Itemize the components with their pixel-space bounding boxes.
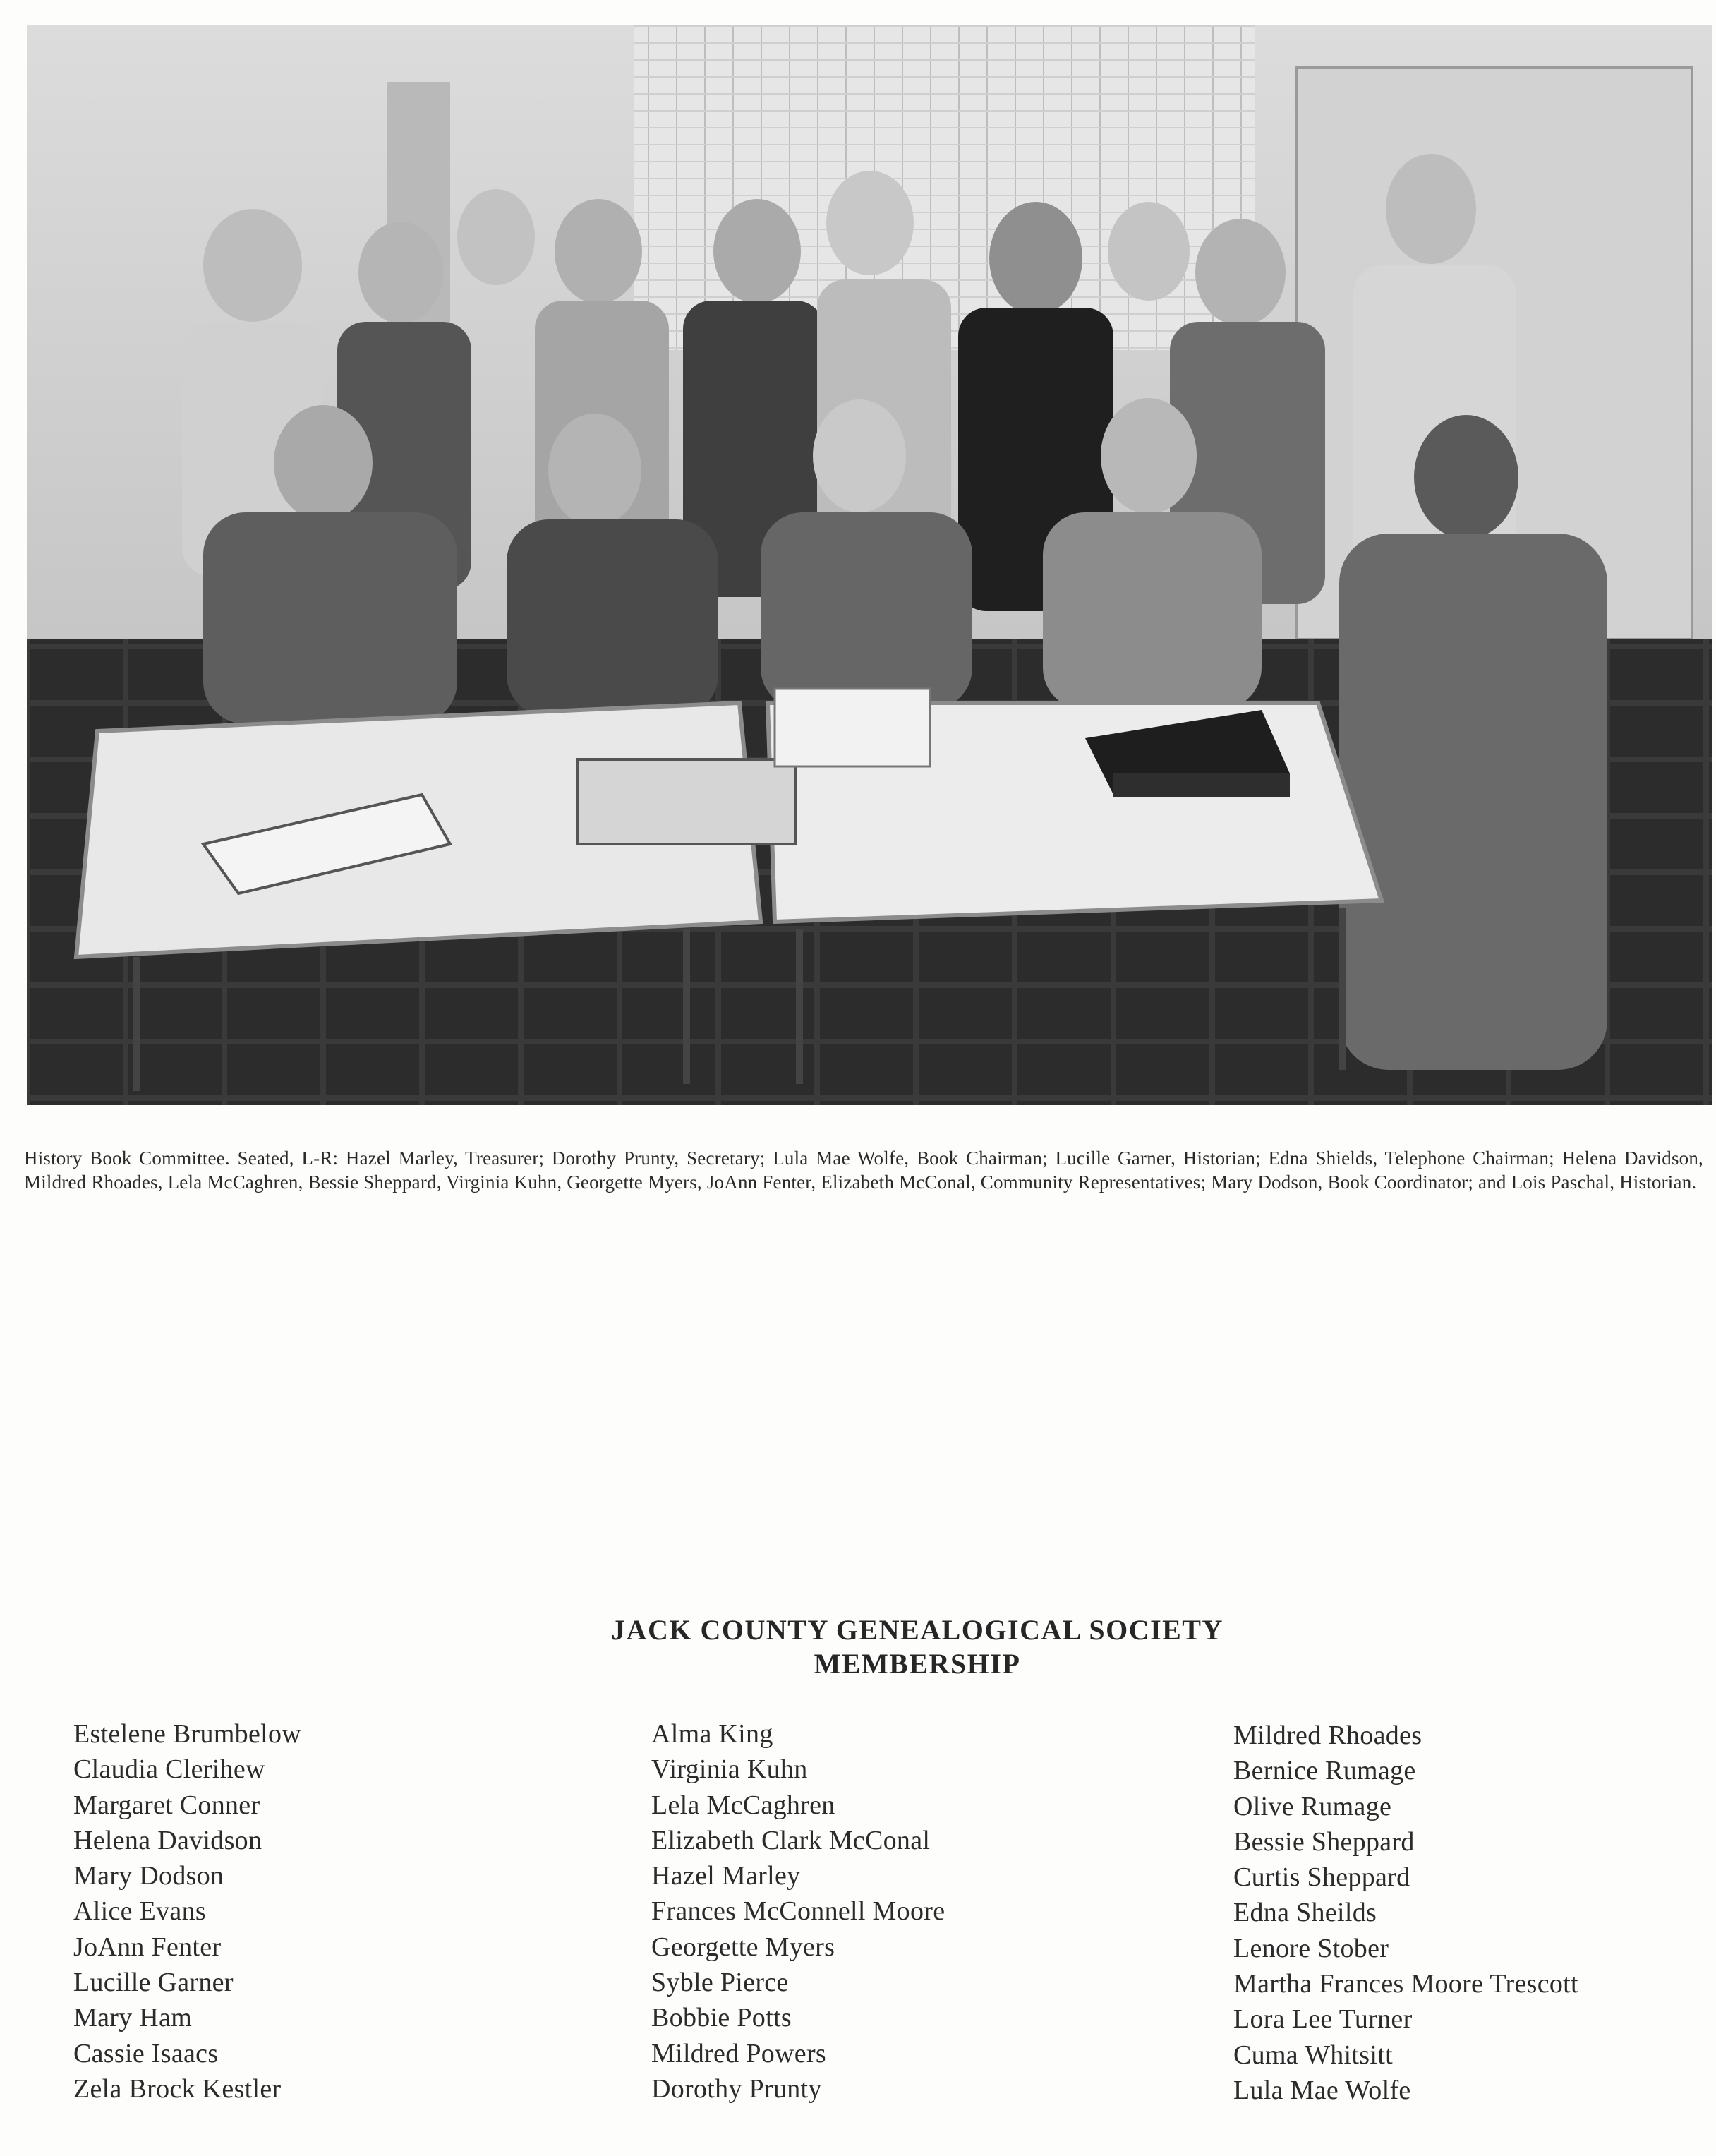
member-name: Lenore Stober <box>1233 1933 1389 1963</box>
heading-line-1: JACK COUNTY GENEALOGICAL SOCIETY <box>611 1614 1223 1646</box>
group-photo <box>27 25 1712 1105</box>
member-name: JoAnn Fenter <box>73 1932 222 1962</box>
member-name: Cuma Whitsitt <box>1233 2040 1393 2070</box>
member-column-1 <box>73 1716 301 2107</box>
member-name: Martha Frances Moore Trescott <box>1233 1969 1578 1999</box>
member-name: Mary Ham <box>73 2003 193 2033</box>
member-name: Elizabeth Clark McConal <box>651 1825 931 1855</box>
member-name: Lora Lee Turner <box>1233 2004 1413 2035</box>
member-name: Margaret Conner <box>73 1790 260 1820</box>
photo-caption: History Book Committee. Seated, L-R: Hazel Marley, Treasurer; Dorothy Prunty, Secretary; Lula Mae Wolfe, Book Chairman; Lucille Garner, Historian; Edna Shields, Telephone Chairman; Helena Davidson, Mildred Rhoades, Lela McCaghren, Bessie Sheppard, Virginia Kuhn, Georgette Myers, JoAnn Fenter, Elizabeth McConal, Community Representatives; Mary Dodson, Book Coordinator; and Lois Paschal, Historian. <box>24 1148 1703 1193</box>
member-name: Lela McCaghren <box>651 1790 835 1820</box>
member-name: Curtis Sheppard <box>1233 1862 1410 1893</box>
member-name: Olive Rumage <box>1233 1791 1392 1821</box>
member-column-3 <box>1233 1718 1578 2108</box>
member-name: Bobbie Potts <box>651 2003 792 2033</box>
member-name: Bernice Rumage <box>1233 1756 1416 1786</box>
member-name: Lula Mae Wolfe <box>1233 2075 1411 2105</box>
member-name: Dorothy Prunty <box>651 2073 822 2104</box>
member-name: Alma King <box>651 1719 773 1749</box>
member-name: Edna Sheilds <box>1233 1898 1377 1928</box>
member-column-2 <box>651 1716 945 2107</box>
member-name: Bessie Sheppard <box>1233 1826 1415 1857</box>
member-name: Claudia Clerihew <box>73 1754 265 1785</box>
member-name: Helena Davidson <box>73 1825 262 1855</box>
member-name: Virginia Kuhn <box>651 1754 808 1785</box>
member-name: Syble Pierce <box>651 1968 789 1998</box>
member-name: Mildred Rhoades <box>1233 1721 1422 1750</box>
member-name: Cassie Isaacs <box>73 2038 219 2068</box>
heading-line-2: MEMBERSHIP <box>814 1648 1021 1680</box>
member-name: Alice Evans <box>73 1896 206 1927</box>
member-name: Georgette Myers <box>651 1932 835 1962</box>
member-name: Frances McConnell Moore <box>651 1896 945 1927</box>
member-name: Mildred Powers <box>651 2038 827 2068</box>
member-name: Zela Brock Kestler <box>73 2073 282 2104</box>
membership-heading <box>0 1613 1716 1681</box>
member-name: Estelene Brumbelow <box>73 1719 302 1749</box>
group-photo-illustration <box>27 25 1712 1105</box>
member-name: Lucille Garner <box>73 1968 234 1998</box>
member-name: Mary Dodson <box>73 1861 224 1891</box>
member-name: Hazel Marley <box>651 1861 801 1891</box>
